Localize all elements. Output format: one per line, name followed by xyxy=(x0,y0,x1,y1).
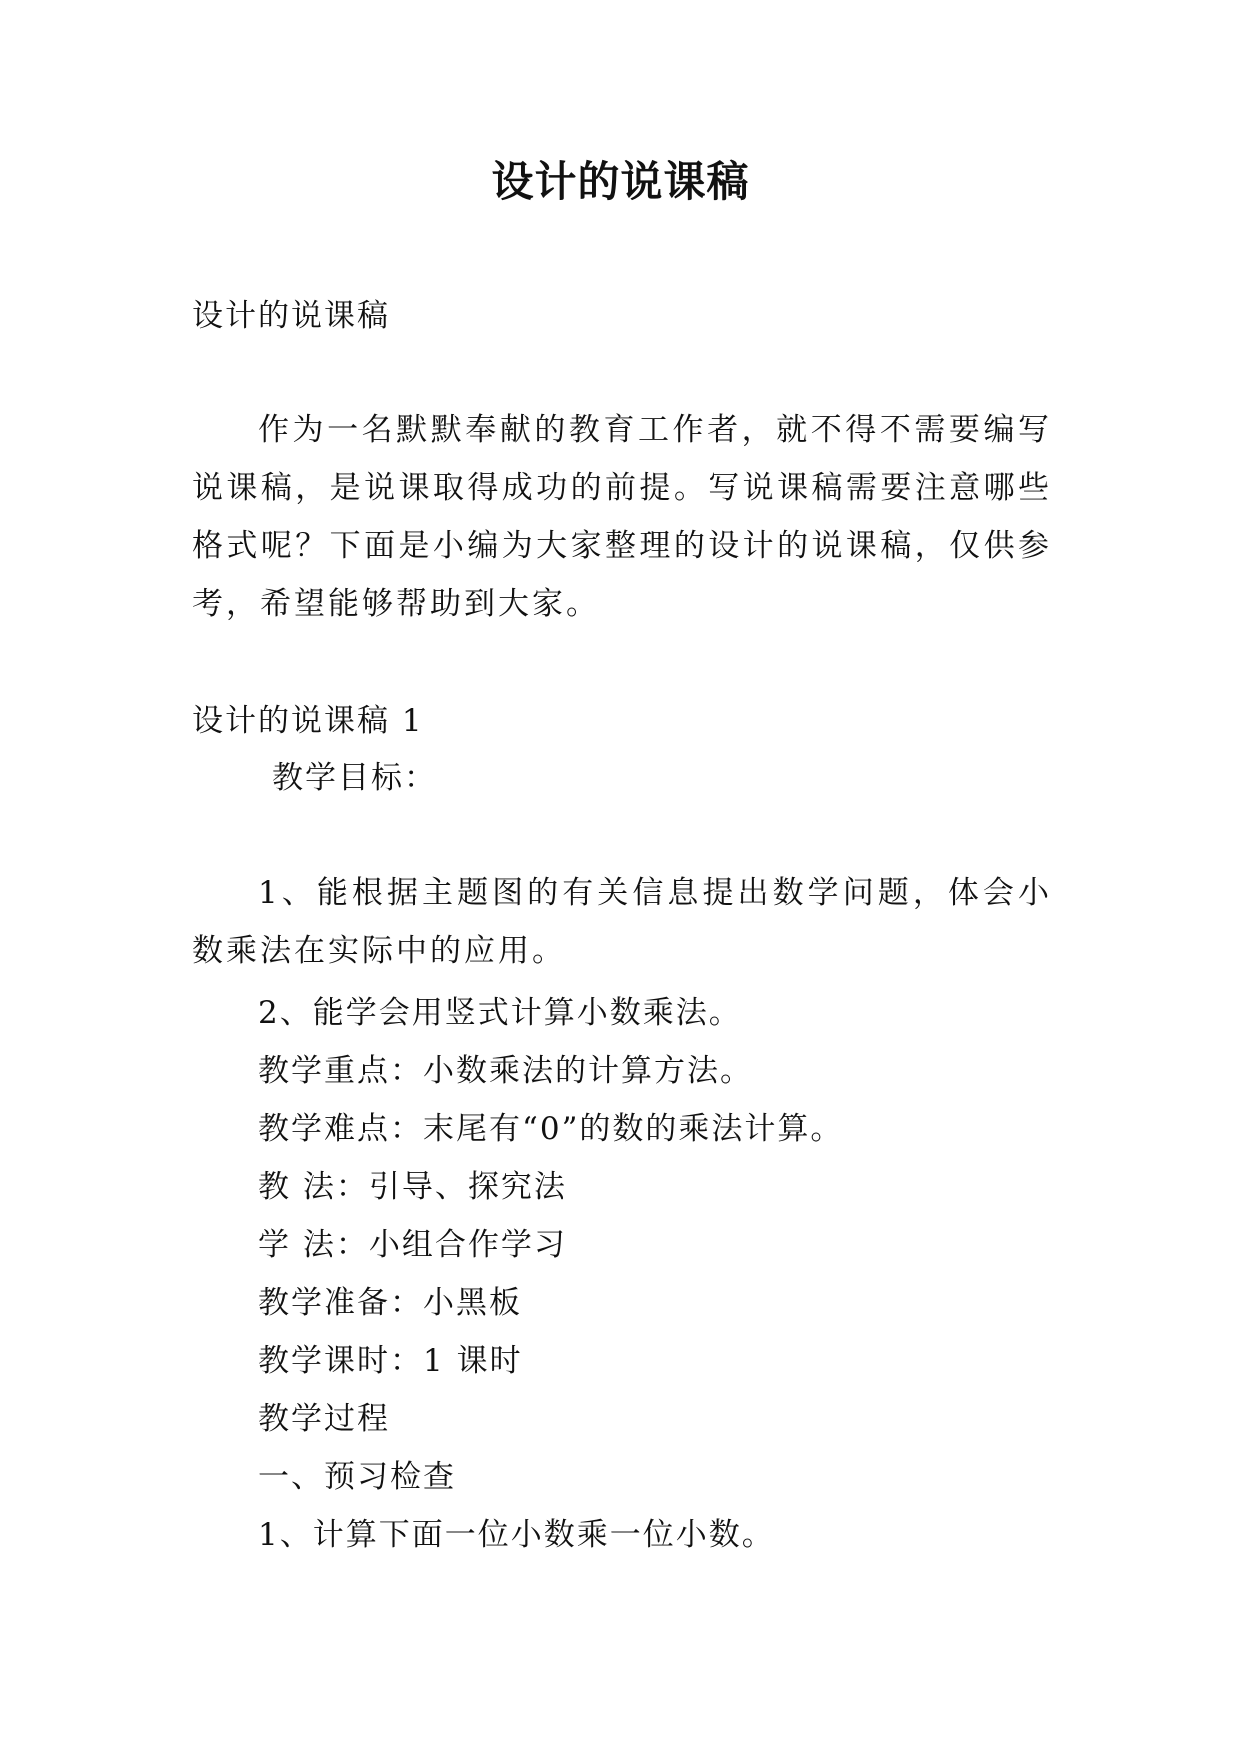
goal-2-line: 2、能学会用竖式计算小数乘法。 xyxy=(258,995,742,1031)
document-title: 设计的说课稿 xyxy=(491,157,750,206)
process-heading: 教学过程 xyxy=(258,1401,390,1437)
teaching-method-line: 教 法：引导、探究法 xyxy=(258,1169,567,1205)
learning-method-line: 学 法：小组合作学习 xyxy=(258,1227,567,1263)
goal-1-paragraph: 1、能根据主题图的有关信息提出数学问题，体会小数乘法在实际中的应用。 xyxy=(192,875,1052,969)
document-subtitle: 设计的说课稿 xyxy=(192,298,390,334)
step-1-heading: 一、预习检查 xyxy=(258,1459,456,1495)
difficulty-line: 教学难点：末尾有“0”的数的乘法计算。 xyxy=(258,1111,844,1147)
class-hours-line: 教学课时：1 课时 xyxy=(258,1343,523,1379)
step-1-item-1: 1、计算下面一位小数乘一位小数。 xyxy=(258,1517,775,1553)
key-point-line: 教学重点：小数乘法的计算方法。 xyxy=(258,1053,753,1089)
section-heading: 设计的说课稿 1 xyxy=(192,703,424,739)
intro-paragraph: 作为一名默默奉献的教育工作者，就不得不需要编写说课稿，是说课取得成功的前提。写说课稿需要注意哪些格式呢？下面是小编为大家整理的设计的说课稿，仅供参考，希望能够帮助到大家。 xyxy=(192,412,1052,622)
preparation-line: 教学准备：小黑板 xyxy=(258,1285,522,1321)
goals-heading: 教学目标： xyxy=(272,760,437,796)
